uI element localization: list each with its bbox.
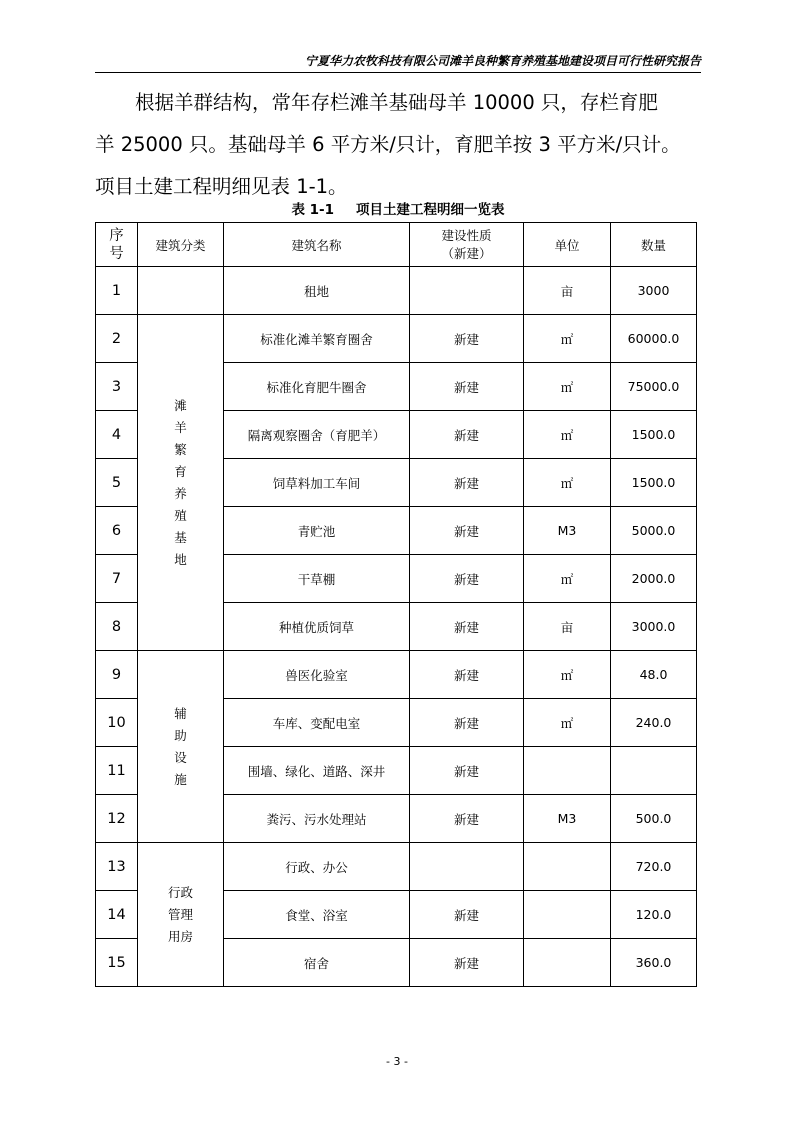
cell-name: 宿舍 [224,939,410,987]
cell-nature: 新建 [410,747,524,795]
cell-unit: ㎡ [524,315,611,363]
cell-quantity: 3000 [611,267,697,315]
table-caption-number: 表 1-1 [291,202,335,218]
cell-seq: 4 [96,411,138,459]
cell-unit: 亩 [524,267,611,315]
cell-quantity: 3000.0 [611,603,697,651]
cell-name: 隔离观察圈舍（育肥羊） [224,411,410,459]
cell-name: 围墙、绿化、道路、深井 [224,747,410,795]
table-row [96,315,697,363]
table-caption [95,200,701,220]
cell-name: 行政、办公 [224,843,410,891]
cell-nature [410,267,524,315]
header-unit: 单位 [524,223,611,267]
cell-seq: 14 [96,891,138,939]
cell-unit: ㎡ [524,411,611,459]
cell-name: 车库、变配电室 [224,699,410,747]
cell-quantity: 48.0 [611,651,697,699]
table-caption-title: 项目土建工程明细一览表 [356,202,505,218]
cell-quantity: 360.0 [611,939,697,987]
cell-name: 租地 [224,267,410,315]
cell-nature: 新建 [410,939,524,987]
cell-name: 兽医化验室 [224,651,410,699]
paragraph-line-2: 羊 25000 只。基础母羊 6 平方米/只计，育肥羊按 3 平方米/只计。 [95,133,681,156]
cell-unit [524,843,611,891]
cell-seq: 8 [96,603,138,651]
cell-name: 种植优质饲草 [224,603,410,651]
cell-seq: 6 [96,507,138,555]
cell-seq: 7 [96,555,138,603]
cell-name: 粪污、污水处理站 [224,795,410,843]
cell-nature: 新建 [410,555,524,603]
cell-name: 标准化滩羊繁育圈舍 [224,315,410,363]
header-nature: 建设性质 （新建） [410,223,524,267]
cell-nature: 新建 [410,459,524,507]
cell-unit: ㎡ [524,459,611,507]
cell-nature: 新建 [410,699,524,747]
cell-name: 饲草料加工车间 [224,459,410,507]
cell-nature: 新建 [410,315,524,363]
cell-quantity [611,747,697,795]
cell-quantity: 2000.0 [611,555,697,603]
category-breeding-base: 滩 羊 繁 育 养 殖 基 地 [138,315,224,651]
cell-quantity: 5000.0 [611,507,697,555]
cell-unit: ㎡ [524,555,611,603]
cell-seq: 9 [96,651,138,699]
cell-nature: 新建 [410,651,524,699]
cell-nature [410,843,524,891]
cell-nature: 新建 [410,507,524,555]
cell-unit [524,939,611,987]
construction-table [95,222,697,987]
cell-unit: ㎡ [524,363,611,411]
cell-nature: 新建 [410,603,524,651]
cell-unit: M3 [524,795,611,843]
table-row [96,267,697,315]
page-number: - 3 - [386,1055,408,1068]
cell-quantity: 720.0 [611,843,697,891]
cell-unit: M3 [524,507,611,555]
cell-seq: 10 [96,699,138,747]
cell-nature: 新建 [410,363,524,411]
cell-quantity: 60000.0 [611,315,697,363]
body-paragraph [95,82,701,208]
cell-quantity: 75000.0 [611,363,697,411]
cell-unit [524,891,611,939]
cell-seq: 3 [96,363,138,411]
cell-quantity: 500.0 [611,795,697,843]
header-quantity: 数量 [611,223,697,267]
paragraph-line-1: 根据羊群结构，常年存栏滩羊基础母羊 10000 只，存栏育肥 [135,91,658,114]
header-seq: 序 号 [96,223,138,267]
cell-seq: 1 [96,267,138,315]
header-category: 建筑分类 [138,223,224,267]
cell-quantity: 1500.0 [611,411,697,459]
cell-seq: 5 [96,459,138,507]
cell-unit [524,747,611,795]
category-admin-buildings: 行政 管理 用房 [138,843,224,987]
cell-seq: 12 [96,795,138,843]
cell-unit: ㎡ [524,651,611,699]
cell-name: 标准化育肥牛圈舍 [224,363,410,411]
cell-name: 食堂、浴室 [224,891,410,939]
cell-seq: 11 [96,747,138,795]
cell-nature: 新建 [410,795,524,843]
cell-unit: 亩 [524,603,611,651]
cell-unit: ㎡ [524,699,611,747]
paragraph-line-3: 项目土建工程明细见表 1-1。 [95,175,348,198]
header-name: 建筑名称 [224,223,410,267]
category-auxiliary-facilities: 辅 助 设 施 [138,651,224,843]
table-header-row [96,223,697,267]
cell-quantity: 240.0 [611,699,697,747]
cell-nature: 新建 [410,411,524,459]
cell-name: 青贮池 [224,507,410,555]
cell-seq: 13 [96,843,138,891]
cell-category [138,267,224,315]
cell-quantity: 120.0 [611,891,697,939]
cell-seq: 15 [96,939,138,987]
cell-seq: 2 [96,315,138,363]
table-row [96,843,697,891]
page-header: 宁夏华力农牧科技有限公司滩羊良种繁育养殖基地建设项目可行性研究报告 [95,52,701,73]
table-row [96,651,697,699]
cell-name: 干草棚 [224,555,410,603]
cell-quantity: 1500.0 [611,459,697,507]
cell-nature: 新建 [410,891,524,939]
